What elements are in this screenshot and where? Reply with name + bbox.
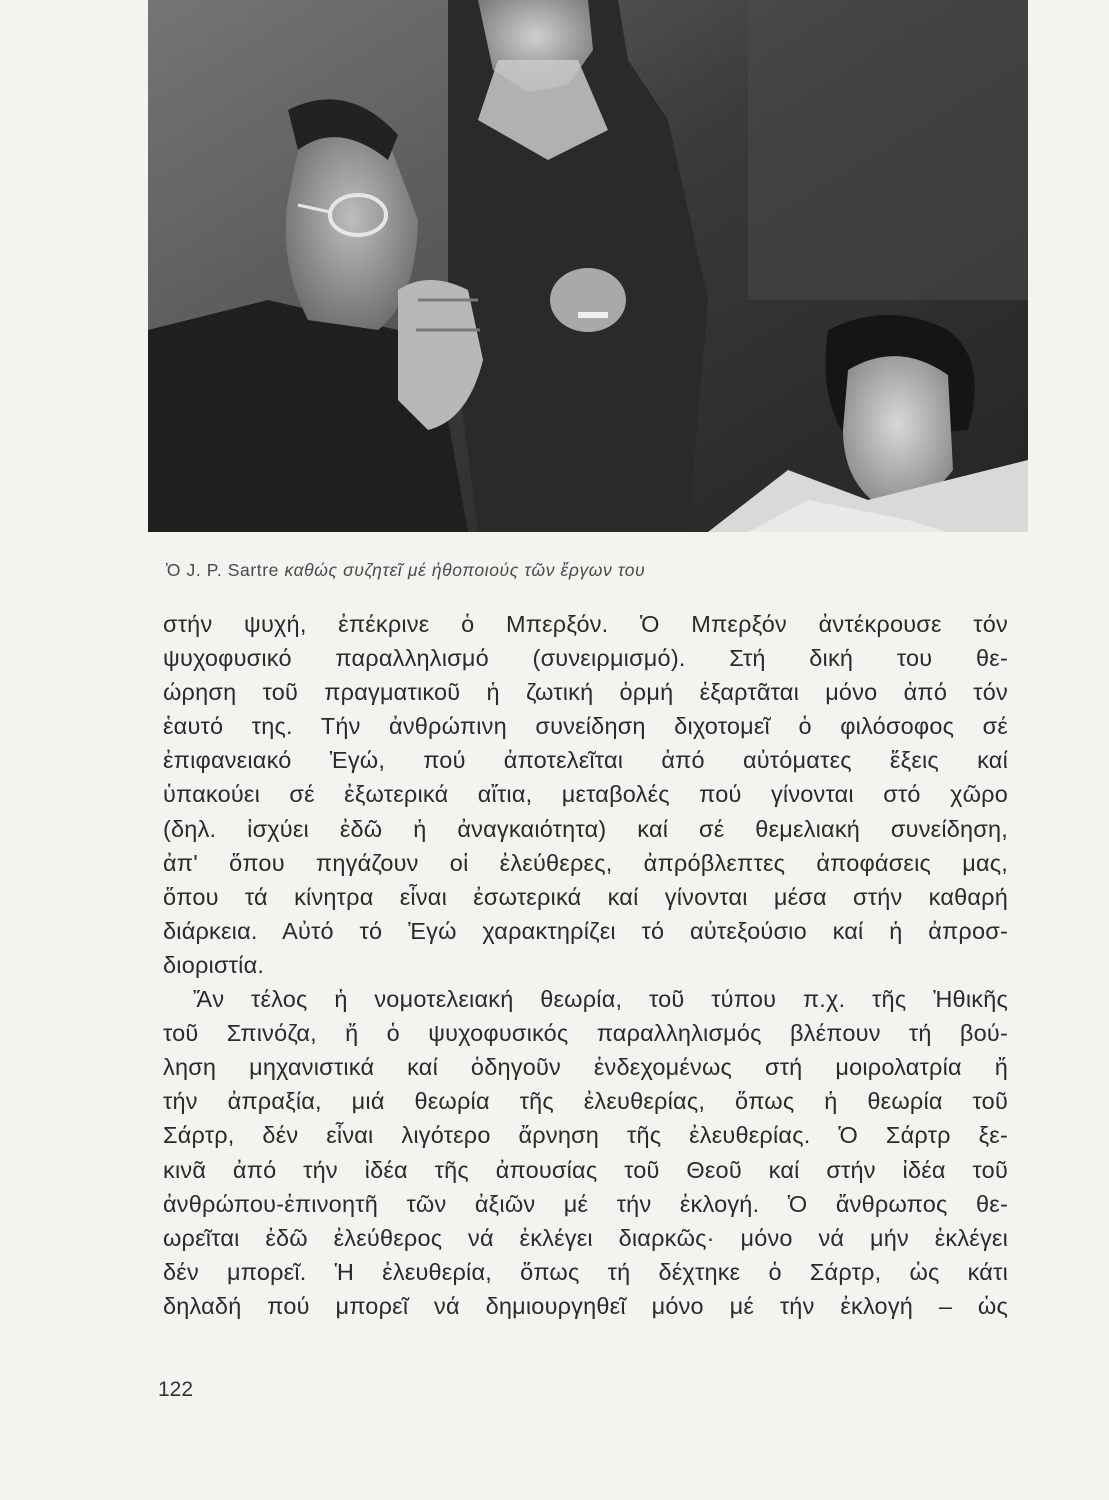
text-line: ὅπου τά κίνητρα εἶναι ἐσωτερικά καί γίνονται μέσα στήν καθαρή [163, 883, 1008, 910]
text-line: ώρηση τοῦ πραγματικοῦ ἡ ζωτική ὁρμή ἐξαρτᾶται μόνο ἀπό τόν [163, 679, 1008, 706]
body-text [163, 607, 1008, 1323]
text-line: Σάρτρ, δέν εἶναι λιγότερο ἄρνηση τῆς ἐλευθερίας. Ὁ Σάρτρ ξε- [163, 1122, 1008, 1149]
text-line: ἑαυτό της. Τήν ἀνθρώπινη συνείδηση διχοτομεῖ ὁ φιλόσοφος σέ [163, 713, 1008, 740]
page-number: 122 [158, 1378, 194, 1401]
caption-name: Ὁ J. P. Sartre [166, 560, 279, 580]
photograph [148, 0, 1028, 532]
text-line: ἐπιφανειακό Ἐγώ, πού ἀποτελεῖται ἀπό αὐτόματες ἕξεις καί [163, 747, 1008, 774]
text-line: ὑπακούει σέ ἐξωτερικά αἴτια, μεταβολές πού γίνονται στό χῶρο [163, 781, 1008, 808]
text-line: δέν μπορεῖ. Ἡ ἐλευθερία, ὅπως τή δέχτηκε ὁ Σάρτρ, ὡς κάτι [163, 1258, 1008, 1285]
text-line: στήν ψυχή, ἐπέκρινε ὁ Μπερξόν. Ὁ Μπερξόν ἀντέκρουσε τόν [163, 611, 1008, 637]
text-line: ψυχοφυσικό παραλληλισμό (συνειρμισμό). Στή δική του θε- [163, 645, 1008, 672]
text-line: τοῦ Σπινόζα, ἤ ὁ ψυχοφυσικός παραλληλισμός βλέπουν τή βού- [163, 1020, 1008, 1047]
text-line: (δηλ. ἰσχύει ἐδῶ ἡ ἀναγκαιότητα) καί σέ θεμελιακή συνείδηση, [163, 815, 1008, 842]
text-line: κινᾶ ἀπό τήν ἰδέα τῆς ἀπουσίας τοῦ Θεοῦ καί στήν ἰδέα τοῦ [163, 1156, 1008, 1183]
text-line: Ἄν τέλος ἡ νομοτελειακή θεωρία, τοῦ τύπου π.χ. τῆς Ἠθικῆς [193, 986, 1008, 1013]
text-line: τήν ἀπραξία, μιά θεωρία τῆς ἐλευθερίας, ὅπως ἡ θεωρία τοῦ [163, 1088, 1008, 1115]
text-line: ἀπ' ὅπου πηγάζουν οἱ ἐλεύθερες, ἀπρόβλεπτες ἀποφάσεις μας, [163, 849, 1008, 876]
text-line: διάρκεια. Αὐτό τό Ἐγώ χαρακτηρίζει τό αὐτεξούσιο καί ἡ ἀπροσ- [163, 917, 1008, 944]
text-line: διοριστία. [163, 951, 265, 978]
text-line: ληση μηχανιστικά καί ὁδηγοῦν ἐνδεχομένως στή μοιρολατρία ἤ [163, 1054, 1008, 1081]
text-line: ἀνθρώπου-ἐπινοητῆ τῶν ἀξιῶν μέ τήν ἐκλογή. Ὁ ἄνθρωπος θε- [163, 1190, 1008, 1217]
photo-illustration [148, 0, 1028, 532]
text-line: ωρεῖται ἐδῶ ἐλεύθερος νά ἐκλέγει διαρκῶς· μόνο νά μήν ἐκλέγει [163, 1224, 1008, 1251]
caption-text: καθώς συζητεῖ μέ ἠθοποιούς τῶν ἔργων του [284, 560, 646, 580]
text-line: δηλαδή πού μπορεῖ νά δημιουργηθεῖ μόνο μέ τήν ἐκλογή – ὡς [163, 1292, 1008, 1319]
photo-caption [166, 560, 1016, 581]
